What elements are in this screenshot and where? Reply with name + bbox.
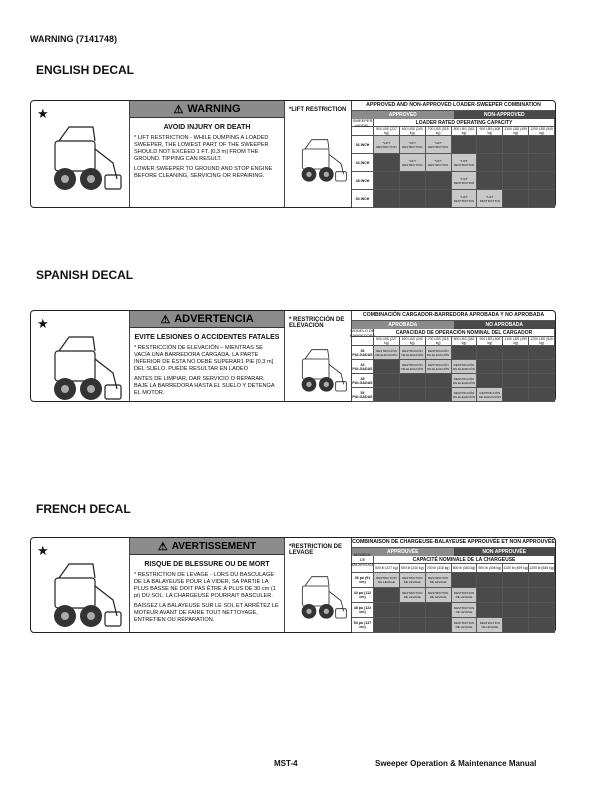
table-cell bbox=[374, 172, 400, 190]
table-row-label: 54 po (137 cm) bbox=[352, 618, 374, 633]
table-row-label: 48 INCH bbox=[352, 172, 374, 190]
warning-subtitle: EVITE LESIONES O ACCIDENTES FATALES bbox=[134, 334, 280, 341]
table-cell bbox=[477, 154, 503, 172]
warning-body bbox=[130, 345, 284, 397]
warning-triangle-icon: ⚠ bbox=[157, 540, 168, 553]
capacity-label: CAPACITÉ NOMINALE DE LA CHARGEUSE bbox=[374, 556, 555, 564]
loader-illustration bbox=[35, 119, 125, 199]
table-cell: *LIFT RESTRICTION bbox=[374, 136, 400, 154]
warning-paragraph: * LIFT RESTRICTION - WHILE DUMPING A LOADED SWEEPER, THE LOWEST PART OF THE SWEEPER SHOULD NOT EXCEED 1 FT. [0,3 m] FROM THE GROUND. TIPPING CAN RESULT. bbox=[134, 135, 269, 162]
lift-illustration bbox=[289, 341, 349, 401]
table-cell: RESTRICCIÓN DE ELEVACIÓN bbox=[477, 388, 503, 402]
table-column-header: 800 LBS (363 kg) bbox=[452, 127, 478, 136]
table-cell: RESTRICCIÓN DE ELEVACIÓN bbox=[452, 388, 478, 402]
table-header-row bbox=[352, 337, 555, 346]
table-cell: RESTRICTION DE LEVAGE bbox=[426, 573, 452, 588]
table-row bbox=[352, 573, 555, 588]
warning-body bbox=[130, 135, 284, 180]
table-cell bbox=[426, 190, 452, 208]
warning-word: ADVERTENCIA bbox=[174, 313, 254, 325]
table-title: APPROVED AND NON-APPROVED LOADER-SWEEPER COMBINATION bbox=[352, 101, 555, 111]
table-cell bbox=[529, 154, 555, 172]
warning-subtitle: RISQUE DE BLESSURE OU DE MORT bbox=[144, 561, 270, 568]
table-row-label: 54 INCH bbox=[352, 190, 374, 208]
table-row-label: 44 PULGADAS bbox=[352, 360, 374, 374]
table-column-header: 1200 LBS (545 kg) bbox=[529, 127, 555, 136]
table-column-header: 600 LBS (240 kg) bbox=[400, 337, 426, 346]
page-title: WARNING (7141748) bbox=[30, 34, 118, 44]
loader-illustration bbox=[289, 568, 349, 628]
table-cell bbox=[452, 136, 478, 154]
table-cell: RESTRICCIÓN DE ELEVACIÓN bbox=[452, 360, 478, 374]
table-cell bbox=[374, 190, 400, 208]
table-cell bbox=[503, 172, 529, 190]
capacity-row bbox=[349, 327, 555, 338]
table-cell bbox=[400, 388, 426, 402]
table-cell bbox=[503, 588, 529, 603]
sweeper-illustration bbox=[35, 329, 125, 409]
lift-illustration bbox=[289, 131, 349, 191]
approved-label: APPROUVÉE bbox=[352, 548, 454, 556]
table-row bbox=[352, 172, 555, 190]
combination-table bbox=[351, 538, 555, 632]
table-row bbox=[352, 588, 555, 603]
loader-illustration bbox=[289, 131, 349, 191]
sweeper-illustration bbox=[35, 119, 125, 199]
table-cell bbox=[452, 573, 478, 588]
table-row-label: 36 PULGADAS bbox=[352, 346, 374, 360]
table-row bbox=[352, 603, 555, 618]
warning-subtitle: AVOID INJURY OR DEATH bbox=[163, 124, 251, 131]
table-cell: *LIFT RESTRICTION bbox=[400, 154, 426, 172]
warning-paragraph: BAISSEZ LA BALAYEUSE SUR LE SOL ET ARRÊTEZ LE MOTEUR AVANT DE FAIRE TOUT NETTOYAGE, ENTRETIEN OU RÉPARATION. bbox=[134, 603, 279, 623]
table-column-header: 500 LBS (227 kg) bbox=[374, 127, 400, 136]
lift-restriction-label: *LIFT RESTRICTION bbox=[289, 107, 347, 113]
table-cell bbox=[374, 374, 400, 388]
table-cell: RESTRICTION DE LEVAGE bbox=[452, 618, 478, 633]
table-cell bbox=[426, 172, 452, 190]
table-title: COMBINACIÓN CARGADOR-BARREDORA APROBADA Y NO APROBADA bbox=[352, 311, 555, 321]
lift-restriction-label: *RESTRICTION DE LEVAGE bbox=[289, 544, 343, 556]
table-cell bbox=[374, 588, 400, 603]
table-row bbox=[352, 618, 555, 633]
capacity-row bbox=[350, 556, 555, 567]
table-column-header: 800 LBS (363 kg) bbox=[452, 337, 478, 346]
approval-bar bbox=[352, 111, 555, 119]
table-row bbox=[352, 388, 555, 402]
table-row bbox=[352, 374, 555, 388]
table-column-header: 700 LBS (318 kg) bbox=[426, 337, 452, 346]
table-cell bbox=[503, 388, 529, 402]
table-row-label: 48 PULGADAS bbox=[352, 374, 374, 388]
table-column-header: 600 lb (240 kg) bbox=[400, 564, 426, 573]
table-row bbox=[352, 154, 555, 172]
table-cell: RESTRICCIÓN DE ELEVACIÓN bbox=[426, 360, 452, 374]
decal-section-title: SPANISH DECAL bbox=[36, 268, 134, 282]
table-column-header: 900 lb (408 kg) bbox=[477, 564, 503, 573]
table-cell bbox=[503, 136, 529, 154]
table-cell: RESTRICCIÓN DE ELEVACIÓN bbox=[400, 346, 426, 360]
table-cell bbox=[400, 603, 426, 618]
lift-restriction-label: * RESTRICCIÓN DE ELEVACIÓN bbox=[289, 317, 345, 329]
decal-section-title: FRENCH DECAL bbox=[36, 502, 131, 516]
table-cell: RESTRICCIÓN DE ELEVACIÓN bbox=[452, 374, 478, 388]
table-cell bbox=[503, 346, 529, 360]
table-row-label: 36 INCH bbox=[352, 136, 374, 154]
warning-header bbox=[130, 538, 284, 555]
table-column-header: 900 LBS (408 kg) bbox=[477, 127, 503, 136]
warning-decal bbox=[30, 100, 556, 208]
table-cell bbox=[529, 588, 555, 603]
table-cell: RESTRICTION DE LEVAGE bbox=[374, 573, 400, 588]
table-cell: *LIFT RESTRICTION bbox=[426, 136, 452, 154]
table-cell bbox=[477, 588, 503, 603]
table-cell bbox=[503, 603, 529, 618]
table-cell: *LIFT RESTRICTION bbox=[452, 172, 478, 190]
table-title: COMBINAISON DE CHARGEUSE-BALAYEUSE APPROUVÉE ET NON APPROUVÉE bbox=[352, 538, 555, 548]
warning-header bbox=[130, 311, 284, 328]
table-row bbox=[352, 346, 555, 360]
table-cell bbox=[400, 172, 426, 190]
table-cell bbox=[426, 388, 452, 402]
warning-word: WARNING bbox=[187, 103, 241, 115]
table-column-header: 1100 lb (499 kg) bbox=[503, 564, 529, 573]
table-row-label: 44 po (112 cm) bbox=[352, 588, 374, 603]
table-cell: RESTRICCIÓN DE ELEVACIÓN bbox=[426, 346, 452, 360]
table-cell bbox=[374, 360, 400, 374]
table-cell bbox=[426, 603, 452, 618]
table-column-header: 600 LBS (240 kg) bbox=[400, 127, 426, 136]
table-cell bbox=[374, 388, 400, 402]
table-cell bbox=[529, 573, 555, 588]
asterisk-icon: ★ bbox=[37, 543, 49, 558]
table-cell: *LIFT RESTRICTION bbox=[426, 154, 452, 172]
table-column-header: 1200 lb (545 kg) bbox=[529, 564, 555, 573]
table-cell bbox=[503, 190, 529, 208]
table-cell bbox=[400, 618, 426, 633]
loader-illustration bbox=[35, 329, 125, 409]
table-cell bbox=[374, 603, 400, 618]
table-cell bbox=[452, 346, 478, 360]
table-cell bbox=[503, 360, 529, 374]
decal-section-title: ENGLISH DECAL bbox=[36, 63, 135, 77]
warning-decal bbox=[30, 310, 556, 402]
asterisk-icon: ★ bbox=[37, 106, 49, 121]
lift-illustration bbox=[289, 568, 349, 628]
table-column-header: 500 LBS (227 kg) bbox=[374, 337, 400, 346]
table-cell bbox=[426, 618, 452, 633]
table-header-row bbox=[352, 127, 555, 136]
table-cell bbox=[400, 374, 426, 388]
table-column-header: 700 lb (318 kg) bbox=[426, 564, 452, 573]
warning-panel bbox=[129, 101, 285, 207]
table-column-header: 1200 LBS (545 kg) bbox=[529, 337, 555, 346]
warning-paragraph: LOWER SWEEPER TO GROUND AND STOP ENGINE BEFORE CLEANING, SERVICING OR REPAIRING. bbox=[134, 166, 273, 179]
table-cell bbox=[529, 603, 555, 618]
table-cell: *LIFT RESTRICTION bbox=[477, 190, 503, 208]
table-cell bbox=[529, 360, 555, 374]
warning-panel bbox=[129, 538, 285, 632]
table-cell bbox=[529, 346, 555, 360]
table-cell bbox=[374, 154, 400, 172]
table-cell bbox=[529, 190, 555, 208]
combination-table bbox=[351, 101, 555, 207]
table-cell bbox=[477, 374, 503, 388]
table-cell bbox=[477, 172, 503, 190]
table-cell bbox=[426, 374, 452, 388]
footer-page-number: MST-4 bbox=[274, 759, 298, 768]
capacity-row bbox=[352, 119, 555, 127]
table-cell bbox=[529, 172, 555, 190]
warning-paragraph: * RESTRICTION DE LEVAGE - LORS DU BASCULAGE DE LA BALAYEUSE POUR LA VIDER, SA PARTIE LA PLUS BASSE NE DOIT PAS ÊTRE À PLUS DE 30 cm (1 pi) DU SOL. LA CHARGEUSE POURRAIT BASCULER. bbox=[134, 572, 276, 599]
table-cell bbox=[477, 136, 503, 154]
warning-header bbox=[130, 101, 284, 118]
table-cell: RESTRICCIÓN DE ELEVACIÓN bbox=[400, 360, 426, 374]
table-column-header: 1100 LBS (499 kg) bbox=[503, 127, 529, 136]
capacity-label: LOADER RATED OPERATING CAPACITY bbox=[374, 119, 555, 127]
warning-decal bbox=[30, 537, 556, 633]
table-cell bbox=[503, 618, 529, 633]
model-label: MODELO DE BARREDORA bbox=[349, 327, 376, 338]
asterisk-icon: ★ bbox=[37, 316, 49, 331]
table-cell bbox=[477, 346, 503, 360]
table-cell: RESTRICTION DE LEVAGE bbox=[426, 588, 452, 603]
table-cell bbox=[503, 374, 529, 388]
warning-body bbox=[130, 572, 284, 624]
table-cell: *LIFT RESTRICTION bbox=[400, 136, 426, 154]
table-header-row bbox=[352, 564, 555, 573]
table-cell bbox=[529, 374, 555, 388]
capacity-label: CAPACIDAD DE OPERACIÓN NOMINAL DEL CARGADOR bbox=[374, 329, 555, 337]
table-cell bbox=[529, 388, 555, 402]
table-row-label: 48 po (122 cm) bbox=[352, 603, 374, 618]
table-cell bbox=[477, 603, 503, 618]
loader-illustration bbox=[289, 341, 349, 401]
table-column-header: 700 LBS (318 kg) bbox=[426, 127, 452, 136]
table-column-header: 800 lb (363 kg) bbox=[452, 564, 478, 573]
warning-paragraph: * RESTRICCIÓN DE ELEVACIÓN – MIENTRAS SE VACÍA UNA BARREDORA CARGADA, LA PARTE INFERIOR DE ÉSTA NO DEBE SUPERAR1 PIE [0,3 m] DEL SUELO. PUEDE RESULTAR EN LADEO bbox=[134, 345, 274, 372]
table-cell bbox=[529, 618, 555, 633]
table-cell: RESTRICCIÓN DE ELEVACIÓN bbox=[374, 346, 400, 360]
table-cell bbox=[374, 618, 400, 633]
table-cell bbox=[477, 573, 503, 588]
table-row-label: 36 po (91 cm) bbox=[352, 573, 374, 588]
table-row bbox=[352, 360, 555, 374]
non-approved-label: NON-APPROVED bbox=[454, 111, 556, 119]
approved-label: APPROVED bbox=[352, 111, 454, 119]
table-column-header: 1100 LBS (499 kg) bbox=[503, 337, 529, 346]
table-row-label: 44 INCH bbox=[352, 154, 374, 172]
table-column-header: 500 lb (227 kg) bbox=[374, 564, 400, 573]
table-cell: RESTRICTION DE LEVAGE bbox=[477, 618, 503, 633]
approval-bar bbox=[352, 548, 555, 556]
warning-triangle-icon: ⚠ bbox=[173, 103, 184, 116]
table-cell bbox=[400, 190, 426, 208]
approved-label: APROBADA bbox=[352, 321, 454, 329]
non-approved-label: NON APPROUVÉE bbox=[454, 548, 556, 556]
table-cell: RESTRICTION DE LEVAGE bbox=[452, 588, 478, 603]
table-row-label: 54 PULGADAS bbox=[352, 388, 374, 402]
table-row bbox=[352, 136, 555, 154]
table-cell: RESTRICTION DE LEVAGE bbox=[452, 603, 478, 618]
table-column-header: 900 LBS (408 kg) bbox=[477, 337, 503, 346]
footer-manual-title: Sweeper Operation & Maintenance Manual bbox=[375, 759, 537, 768]
table-cell: *LIFT RESTRICTION bbox=[452, 190, 478, 208]
table-cell: RESTRICTION DE LEVAGE bbox=[400, 573, 426, 588]
model-label: DE BALAYEUSE bbox=[350, 557, 375, 567]
warning-panel bbox=[129, 311, 285, 401]
warning-word: AVERTISSEMENT bbox=[171, 540, 257, 552]
approval-bar bbox=[352, 321, 555, 329]
sweeper-illustration bbox=[35, 556, 125, 636]
warning-triangle-icon: ⚠ bbox=[160, 313, 171, 326]
table-cell bbox=[529, 136, 555, 154]
combination-table bbox=[351, 311, 555, 401]
table-cell: RESTRICTION DE LEVAGE bbox=[400, 588, 426, 603]
table-cell bbox=[477, 360, 503, 374]
table-row bbox=[352, 190, 555, 208]
non-approved-label: NO APROBADA bbox=[454, 321, 556, 329]
table-cell bbox=[503, 573, 529, 588]
warning-paragraph: ANTES DE LIMPIAR, DAR SERVICIO O REPARAR, BAJE LA BARREDORA HASTA EL SUELO Y DETENGA EL MOTOR. bbox=[134, 376, 275, 396]
loader-illustration bbox=[35, 556, 125, 636]
table-cell bbox=[503, 154, 529, 172]
model-label: SWEEPER MODEL bbox=[352, 117, 373, 128]
table-cell: *LIFT RESTRICTION bbox=[452, 154, 478, 172]
